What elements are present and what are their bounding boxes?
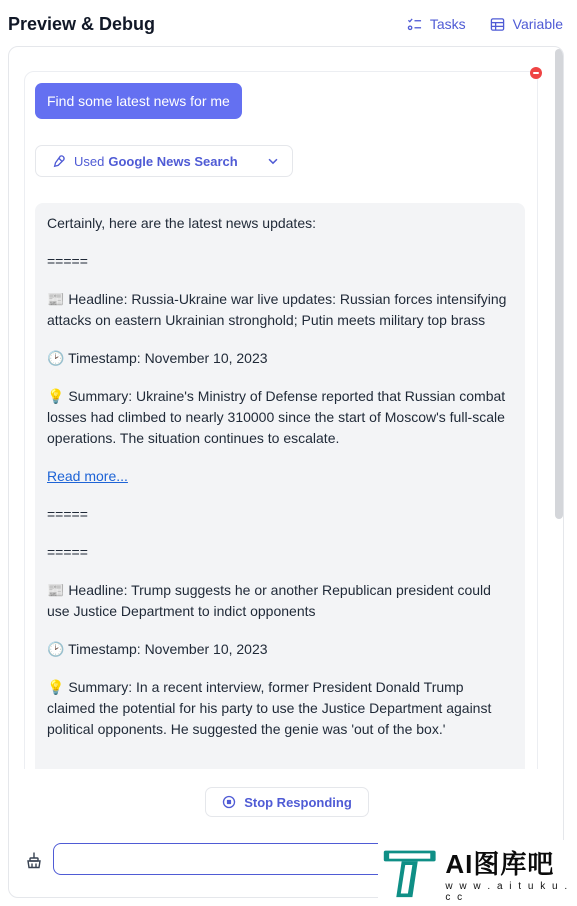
tool-used-label: Used	[74, 153, 105, 169]
tool-name: Google News Search	[108, 153, 238, 169]
chat-scroll-area[interactable]	[9, 47, 563, 769]
tasks-icon	[407, 17, 422, 32]
tasks-button[interactable]	[407, 16, 466, 32]
chevron-down-icon	[266, 154, 280, 168]
news-summary: 💡 Summary: Ukraine's Ministry of Defense reported that Russian combat losses had climbed to nearly 310000 since the start of Moscow's full-scale operations. The situation continues to escalate.	[47, 388, 506, 446]
message-divider: =====	[47, 544, 88, 560]
tasks-label: Tasks	[429, 16, 466, 32]
clear-chat-icon[interactable]	[25, 851, 43, 869]
read-more-link[interactable]: Read more...	[47, 468, 128, 484]
variable-button[interactable]	[490, 16, 563, 32]
news-timestamp: 🕑 Timestamp: November 10, 2023	[47, 350, 268, 366]
header-actions	[407, 16, 563, 32]
remove-icon[interactable]	[530, 67, 542, 79]
assistant-message	[35, 203, 525, 769]
news-headline: 📰 Headline: Russia-Ukraine war live updates: Russian forces intensifying attacks on eastern Ukrainian stronghold; Putin meets military top brass	[47, 291, 507, 328]
page-title: Preview & Debug	[8, 13, 156, 34]
watermark	[378, 840, 577, 906]
stop-responding-button[interactable]	[205, 787, 369, 817]
table-icon	[490, 17, 505, 32]
watermark-url: w w w . a i t u k u . c c	[445, 880, 570, 903]
message-divider: =====	[47, 253, 88, 269]
variable-label: Variable	[512, 16, 563, 32]
watermark-brand: AI图库吧	[445, 848, 555, 879]
user-message: Find some latest news for me	[35, 83, 242, 119]
panel-header	[8, 10, 563, 38]
tool-icon	[52, 154, 66, 168]
news-headline: 📰 Headline: Trump suggests he or another Republican president could use Justice Department to indict opponents	[47, 582, 491, 619]
message-line: Certainly, here are the latest news updates:	[47, 215, 317, 231]
watermark-logo-icon	[382, 842, 437, 904]
preview-panel	[8, 46, 564, 898]
stop-icon	[222, 795, 236, 809]
tool-usage-toggle[interactable]	[35, 145, 293, 177]
scrollbar[interactable]	[555, 49, 563, 519]
news-summary: 💡 Summary: In a recent interview, former President Donald Trump claimed the potential for his party to use the Justice Department against political opponents. He suggested the genie was 'out of the box.'	[47, 679, 492, 737]
news-timestamp: 🕑 Timestamp: November 10, 2023	[47, 641, 268, 657]
stop-label: Stop Responding	[244, 794, 352, 810]
message-divider: =====	[47, 506, 88, 522]
